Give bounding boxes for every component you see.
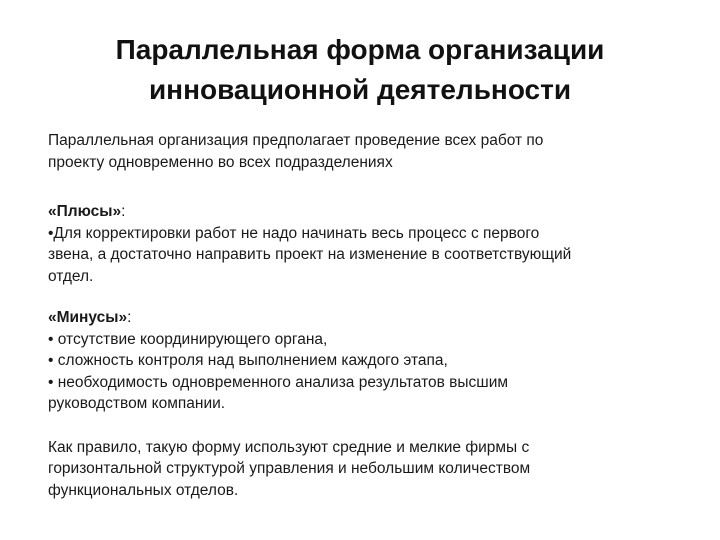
pros-line-1: •Для корректировки работ не надо начинать весь процесс с первого [48,224,540,242]
slide-title [40,30,680,110]
conclusion-line-3: функциональных отделов. [48,481,239,499]
pros-line-2: звена, а достаточно направить проект на изменение в соответствующий [48,246,572,263]
slide-title-line-2: инновационной деятельности [148,74,572,105]
slide-title-line-1: Параллельная форма организации [115,34,605,65]
pros-heading-colon: : [121,203,126,220]
cons-line-2: • сложность контроля над выполнением каждого этапа, [48,352,448,369]
cons-line-3: • необходимость одновременного анализа результатов высшим [48,373,509,391]
cons-line-4: руководством компании. [48,395,226,412]
cons-heading-colon: : [127,309,132,326]
intro-line-1: Параллельная организация предполагает проведение всех работ по [48,132,544,149]
pros-heading-line [48,201,688,223]
pros-line-3: отдел. [48,267,94,285]
pros-heading: «Плюсы» [48,203,122,220]
intro-paragraph [48,130,688,173]
cons-section [48,307,688,415]
intro-line-2: проекту одновременно во всех подразделениях [48,153,393,171]
conclusion-line-2: горизонтальной структурой управления и небольшим количеством [48,460,531,477]
pros-section [48,201,688,287]
cons-heading: «Минусы» [48,309,128,326]
cons-line-1: • отсутствие координирующего органа, [48,330,328,348]
cons-heading-line [48,307,688,329]
slide-body [48,130,688,501]
conclusion-paragraph [48,437,688,502]
conclusion-line-1: Как правило, такую форму используют средние и мелкие фирмы с [48,438,530,456]
